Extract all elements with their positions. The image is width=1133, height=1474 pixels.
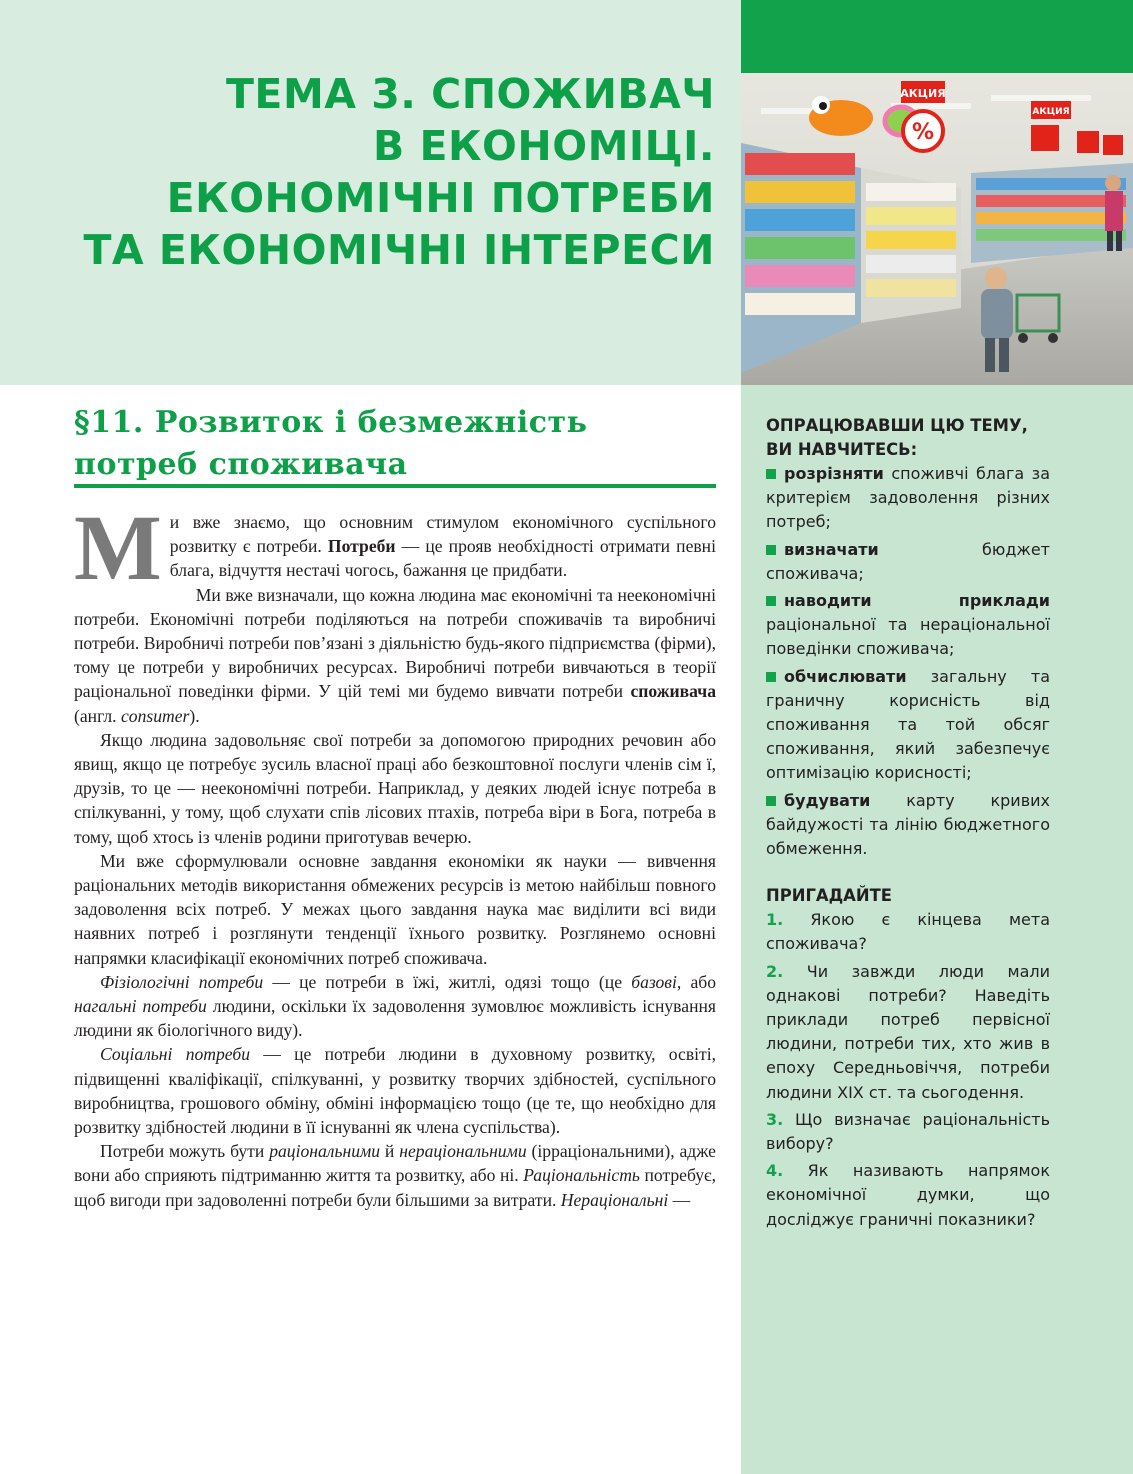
title-underline	[74, 484, 716, 488]
square-bullet-icon	[766, 545, 776, 555]
paragraph-1	[74, 497, 716, 600]
term-bold: Потреби	[327, 536, 396, 557]
paragraph-title-line2: потреб споживача	[74, 447, 408, 482]
term-italic: Фізіологічні потреби	[100, 971, 264, 992]
question-text: Чи завжди люди мали однакові потреби? Наведіть приклади потреб первісної людини, потреби тих, хто жив в епоху Середньовіччя, потреби людини XIX ст. та сьогодення.	[766, 961, 1050, 1102]
text-span: й	[380, 1141, 400, 1162]
topic-title-line: В ЕКОНОМІЦІ.	[373, 122, 715, 170]
paragraph-3: Якщо людина задовольняє свої потреби за допомогою природних речовин або явищ, якщо це потребує зусиль власної праці або безкоштовної послуги членів сім ї, друзів, то це — неекономічні потреби. Наприклад, у деяких людей існує потреба в спілкуванні, у тому, щоб слухати спів лісових птахів, потреба віри в Бога, потреба в тому, щоб хтось із членів родини приготував вечерю.	[74, 729, 716, 847]
topic-title-line: ТА ЕКОНОМІЧНІ ІНТЕРЕСИ	[83, 226, 715, 274]
goals-heading	[766, 414, 1050, 462]
questions-list	[766, 908, 1050, 1232]
text-span: — це потреби в їжі, житлі, одязі тощо (це	[263, 971, 632, 992]
goal-keyword: розрізняти	[784, 464, 884, 483]
text-span: або	[681, 971, 716, 992]
term-italic: Нераціональні	[560, 1189, 669, 1210]
question-item	[766, 1108, 1050, 1156]
goal-keyword: наводити приклади	[784, 591, 1050, 611]
goals-list	[766, 462, 1050, 861]
svg-text:%: %	[911, 120, 935, 145]
text-span: и вже знаємо, що основним стимулом економічного суспільного розвитку є потреби.	[169, 512, 716, 557]
question-text: Що визначає раціональність вибору?	[766, 1109, 1050, 1154]
goal-text: загальну та граничну корисність від споживання та той обсяг споживання, який забезпечує оптимізацію корисності;	[766, 666, 1050, 783]
drop-cap: М	[74, 497, 162, 600]
term-italic: Соціальні потреби	[100, 1044, 251, 1065]
question-item	[766, 960, 1050, 1105]
text-span: — це потреби людини в духовному розвитку, освіті, підвищенні кваліфікації, спілкуванні, у розвитку творчих здібностей, суспільного виробництва, грошового обміну, обміні інформацією тощо (це те, що необхідно для розвитку здібностей людини в її існуванні як члена суспільства).	[74, 1044, 716, 1138]
question-number: 4.	[766, 1161, 784, 1181]
main-text	[74, 497, 717, 1212]
goals-heading-line1: ОПРАЦЮВАВШИ ЦЮ ТЕМУ,	[766, 416, 1028, 435]
square-bullet-icon	[766, 469, 776, 479]
term-italic: нераціональними	[399, 1141, 527, 1162]
question-text: Якою є кінцева мета споживача?	[766, 910, 1050, 954]
text-span: людини, оскільки їх задоволення зумовлює можливість існування людини як біологічного виду).	[74, 996, 716, 1041]
term-italic: нагальні потреби	[74, 996, 207, 1017]
text-span: потребує, щоб вигоди при задоволенні потреби були більшими за витрати.	[74, 1165, 717, 1210]
text-span: Ми вже визначали, що кожна людина має економічні та неекономічні потреби. Економічні потреби поділяються на потреби споживачів та виробничі потреби. Виробничі потреби пов’язані з діяльністю будь-якого підприємства (фірми), тому це потреби у виробничих ресурсах. Виробничі потреби вивчаються в теорії раціональної поведінки фірми. У цій темі ми будемо вивчати потреби	[74, 584, 716, 702]
green-accent-bar	[741, 0, 1133, 73]
text-span: ).	[189, 705, 200, 726]
term-bold: споживача	[630, 681, 716, 702]
question-item	[766, 908, 1050, 956]
goal-keyword: будувати	[784, 790, 871, 810]
question-text: Як називають напрямок економічної думки, що досліджує граничні показники?	[766, 1161, 1050, 1229]
goal-keyword: обчислювати	[784, 666, 907, 686]
goal-text: раціональної та нераціональної поведінки споживача;	[766, 615, 1050, 659]
topic-title-line: ЕКОНОМІЧНІ ПОТРЕБИ	[166, 174, 715, 222]
remember-heading: ПРИГАДАЙТЕ	[766, 886, 892, 906]
term-italic: базові,	[631, 971, 682, 992]
sidebar	[766, 414, 1050, 1235]
promo-sign-1	[900, 81, 945, 151]
question-item	[766, 1159, 1050, 1232]
supermarket-photo	[741, 73, 1133, 385]
square-bullet-icon	[766, 796, 776, 806]
goal-text: карту кривих байдужості та лінію бюджетного обмеження.	[766, 790, 1050, 859]
goal-item	[766, 462, 1050, 535]
term-italic: раціональними	[269, 1141, 381, 1162]
paragraph-5	[74, 970, 716, 1043]
goal-item	[766, 538, 1050, 586]
question-number: 1.	[766, 910, 784, 930]
text-span: Потреби можуть бути	[100, 1141, 270, 1162]
svg-text:АКЦИЯ: АКЦИЯ	[900, 87, 946, 100]
goal-keyword: визначати	[784, 539, 879, 559]
goal-item	[766, 789, 1050, 862]
text-span: (ірраціональними), адже вони або сприяють підтриманню життя та розвитку, або ні.	[74, 1141, 716, 1186]
text-span: (англ.	[74, 705, 121, 726]
goal-text: бюджет споживача;	[766, 539, 1050, 583]
paragraph-2	[74, 583, 716, 728]
svg-text:АКЦИЯ: АКЦИЯ	[1032, 107, 1070, 117]
paragraph-4: Ми вже сформулювали основне завдання економіки як науки — вивчення раціональних методів використання обмежених ресурсів із метою найбільш повного задоволення всіх потреб. У межах цього завдання наука має виділити всі види наявних потреб і розглянути тенденції їхнього розвитку. Розглянемо основні напрямки класифікації економічних потреб споживача.	[74, 850, 716, 968]
square-bullet-icon	[766, 596, 776, 606]
term-italic: Раціональність	[523, 1165, 640, 1186]
square-bullet-icon	[766, 672, 776, 682]
paragraph-title-line1: §11. Розвиток і безмежність	[74, 405, 588, 440]
paragraph-6	[74, 1042, 716, 1139]
goal-item	[766, 665, 1050, 786]
text-span: — це прояв необхідності отримати певні блага, відчуття нестачі чогось, бажання це придбати.	[169, 536, 716, 581]
question-number: 3.	[766, 1109, 784, 1129]
topic-title-line: ТЕМА 3. СПОЖИВАЧ	[225, 70, 715, 118]
term-italic: consumer	[120, 705, 190, 726]
paragraph-7	[74, 1139, 716, 1212]
topic-title	[15, 68, 715, 276]
text-span: —	[668, 1189, 691, 1210]
question-number: 2.	[766, 961, 784, 981]
goal-text: споживчі блага за критерієм задоволення різних потреб;	[766, 464, 1050, 532]
goals-heading-line2: ВИ НАВЧИТЕСЬ:	[766, 440, 918, 459]
goal-item	[766, 589, 1050, 662]
paragraph-title	[74, 402, 719, 486]
